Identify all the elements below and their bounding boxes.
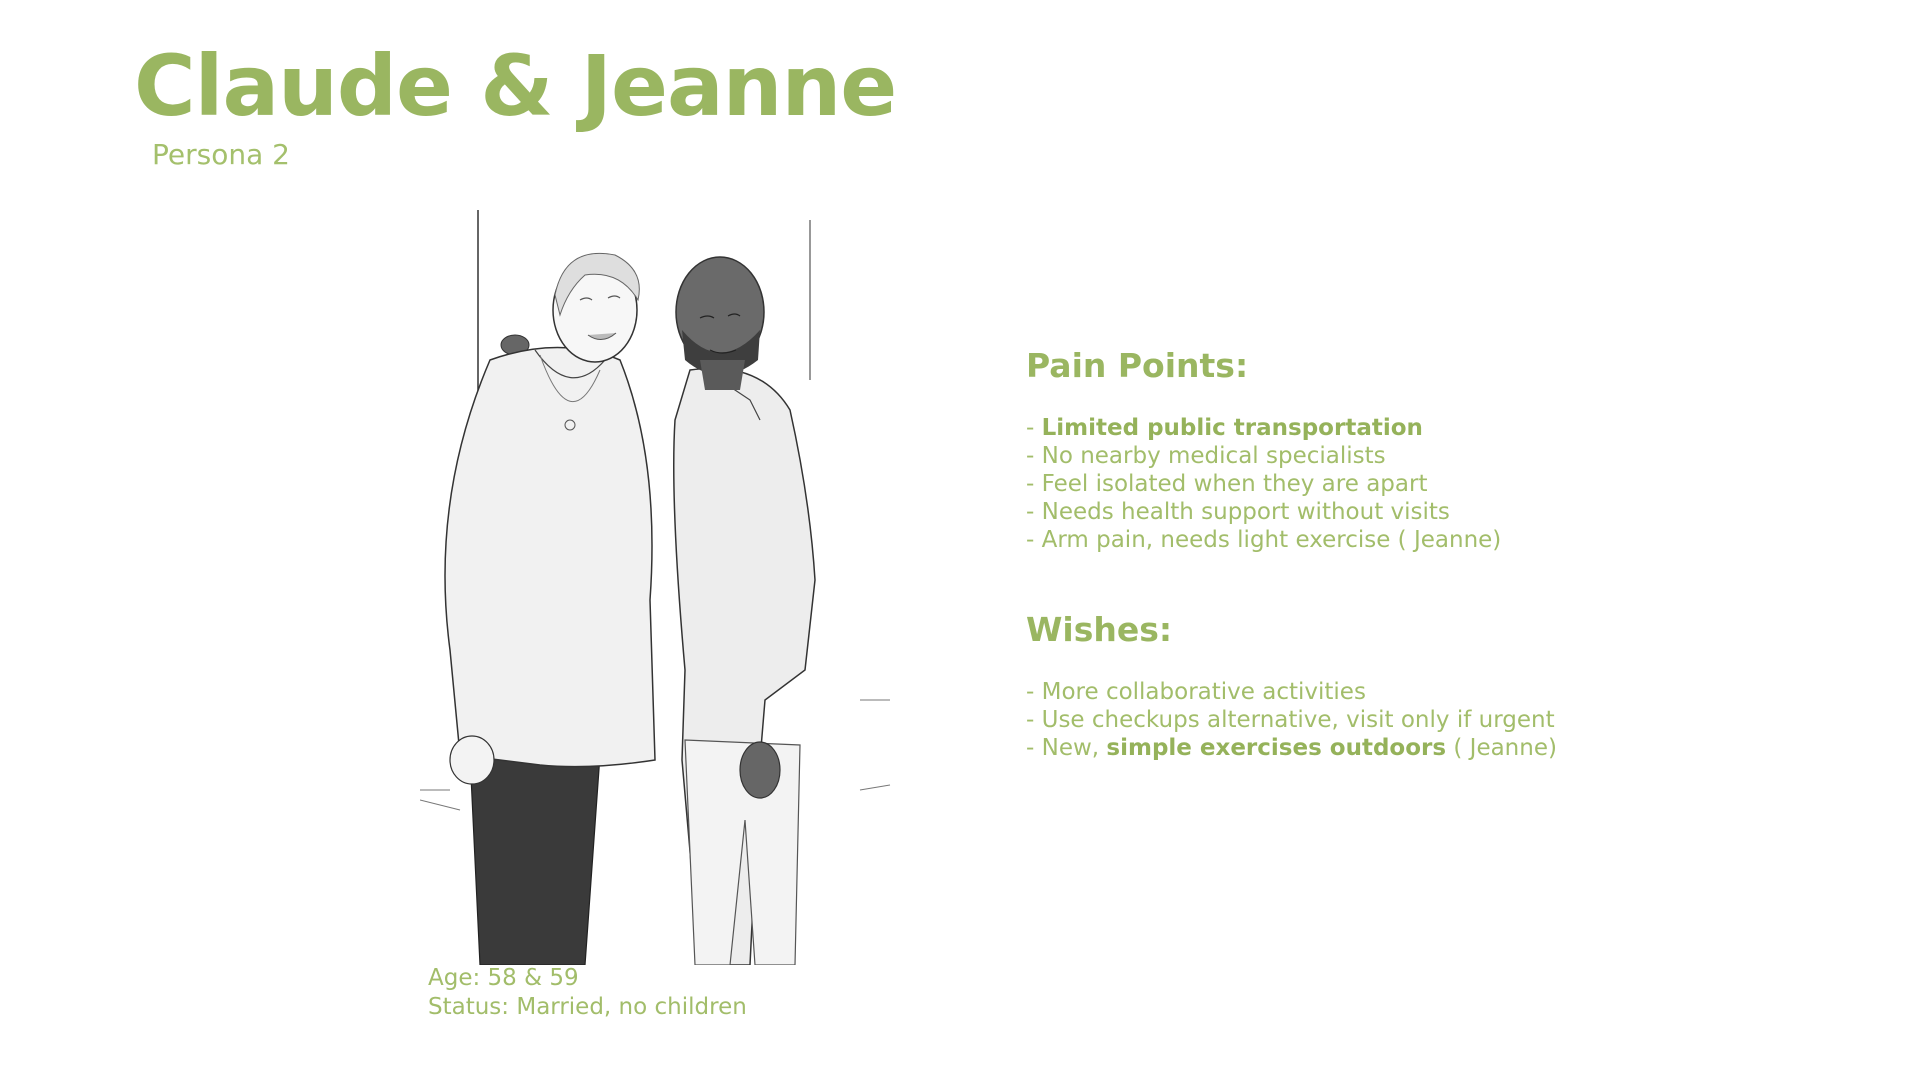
list-item: - New, simple exercises outdoors ( Jeanne) (1026, 735, 1557, 761)
list-item: - No nearby medical specialists (1026, 443, 1386, 469)
list-item: - Arm pain, needs light exercise ( Jeanne) (1026, 527, 1502, 553)
wishes-list (1026, 678, 1557, 762)
list-item: - More collaborative activities (1026, 679, 1366, 705)
list-item: - Limited public transportation (1026, 415, 1423, 441)
list-item: - Use checkups alternative, visit only if urgent (1026, 707, 1555, 733)
persona-meta (428, 964, 747, 1022)
couple-illustration (420, 200, 895, 965)
wishes-title: Wishes: (1026, 610, 1173, 649)
pain-points-title: Pain Points: (1026, 346, 1249, 385)
age-text: Age: 58 & 59 (428, 965, 579, 991)
list-item: - Needs health support without visits (1026, 499, 1450, 525)
persona-label: Persona 2 (152, 138, 290, 171)
list-item: - Feel isolated when they are apart (1026, 471, 1428, 497)
persona-name: Claude & Jeanne (134, 37, 897, 135)
pain-points-list (1026, 414, 1501, 554)
status-text: Status: Married, no children (428, 994, 747, 1020)
